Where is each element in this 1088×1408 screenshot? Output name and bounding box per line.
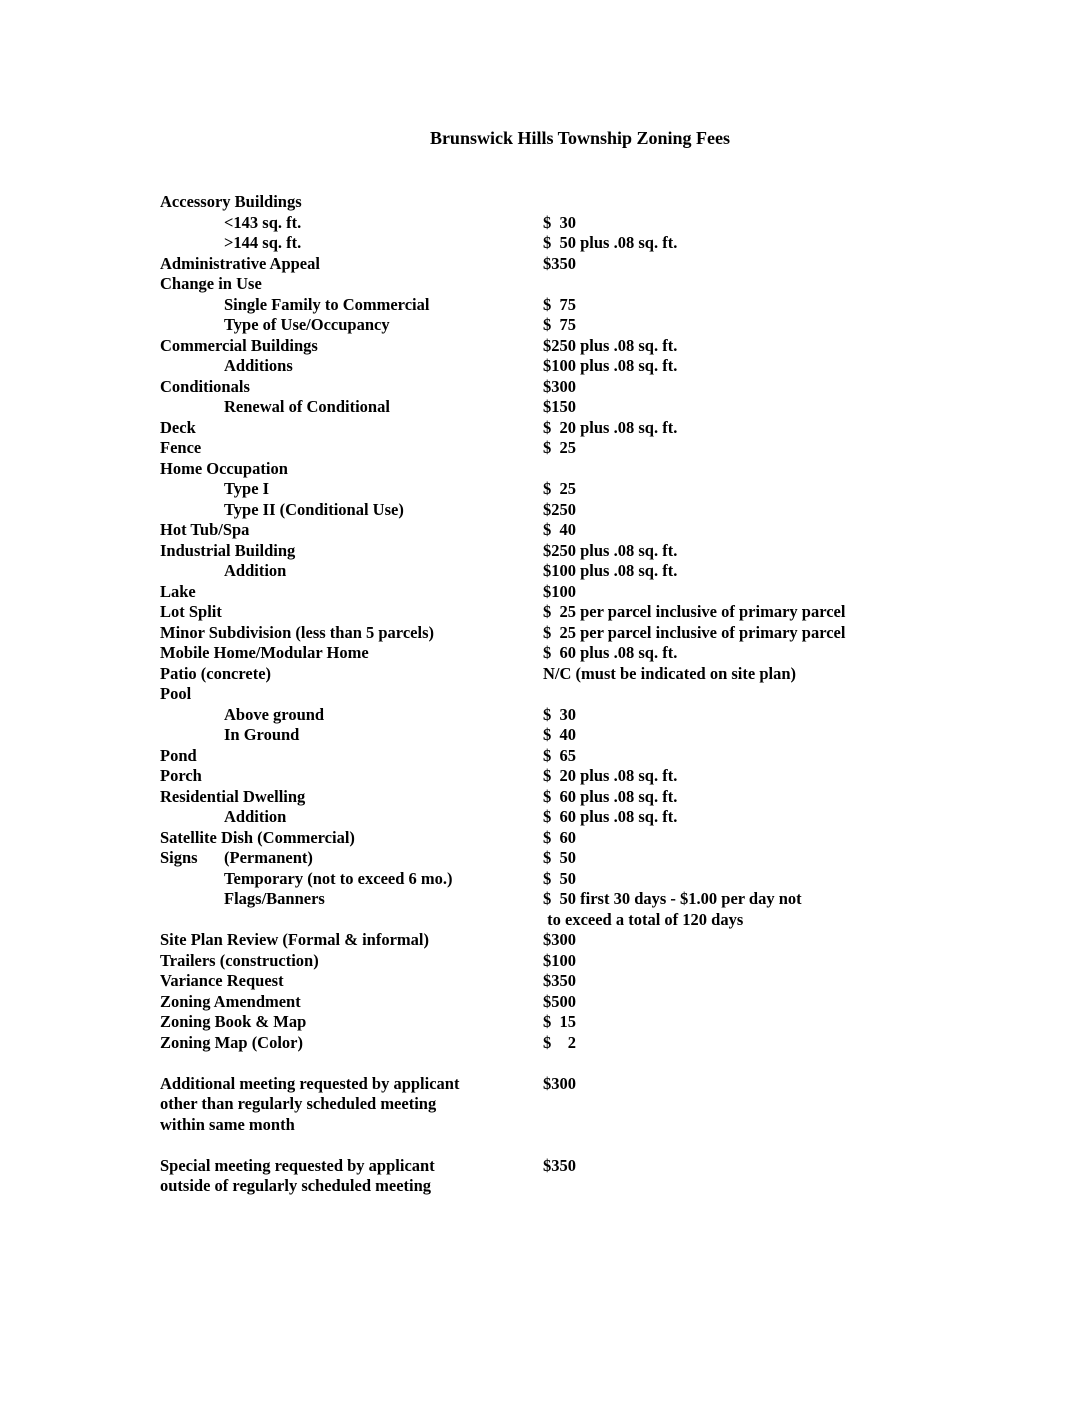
fee-item-label: Addition — [224, 561, 287, 580]
fee-row — [160, 1094, 1060, 1115]
fee-amount: $ 60 plus .08 sq. ft. — [543, 643, 678, 662]
fee-item-label: Type of Use/Occupancy — [224, 315, 390, 334]
fee-item-label: Patio (concrete) — [160, 663, 272, 683]
fee-row — [160, 1012, 1060, 1033]
fee-row — [160, 192, 1060, 213]
fee-item-label: Renewal of Conditional — [224, 397, 390, 416]
fee-row — [160, 684, 1060, 705]
fee-item-label: Additional meeting requested by applicant — [160, 1073, 460, 1093]
fee-item-label: Additions — [224, 356, 293, 375]
fee-amount: $250 — [543, 499, 576, 519]
fee-amount: $250 plus .08 sq. ft. — [543, 540, 678, 560]
fee-row — [160, 930, 1060, 951]
fee-row — [160, 971, 1060, 992]
fee-item-label: Pond — [160, 745, 197, 765]
fee-item-label: In Ground — [224, 725, 300, 744]
fee-row — [160, 315, 1060, 336]
fee-item-label: Zoning Book & Map — [160, 1012, 307, 1031]
fee-row — [160, 541, 1060, 562]
fee-row — [160, 910, 1060, 931]
fee-row — [160, 746, 1060, 767]
fee-row — [160, 951, 1060, 972]
fee-amount: $ 15 — [543, 1012, 576, 1031]
fee-amount: $300 — [543, 376, 576, 396]
fee-item-label: Lake — [160, 581, 196, 601]
fee-row — [160, 274, 1060, 295]
fee-item-label: Deck — [160, 417, 196, 437]
fee-row — [160, 1176, 1060, 1197]
fee-item-label: Flags/Banners — [224, 889, 325, 908]
fee-row — [160, 295, 1060, 316]
fee-item-label: Home Occupation — [160, 458, 288, 478]
fee-amount: $350 — [543, 971, 576, 990]
fee-item-label: Minor Subdivision (less than 5 parcels) — [160, 622, 434, 642]
fee-item-label: >144 sq. ft. — [224, 233, 302, 252]
fee-item-label: Commercial Buildings — [160, 335, 318, 355]
fee-item-label: Special meeting requested by applicant — [160, 1155, 435, 1175]
page-title: Brunswick Hills Township Zoning Fees — [429, 128, 731, 148]
fee-amount: $100 — [543, 581, 576, 601]
fee-amount: $ 50 — [543, 868, 576, 888]
fee-item-label: other than regularly scheduled meeting — [160, 1094, 437, 1113]
fee-row — [160, 438, 1060, 459]
fee-item-label: <143 sq. ft. — [224, 212, 302, 232]
fee-amount: $ 60 plus .08 sq. ft. — [543, 786, 678, 806]
fee-item-label: Addition — [224, 807, 287, 826]
fee-row — [160, 336, 1060, 357]
fee-amount: $350 — [543, 253, 576, 273]
fee-item-label: Pool — [160, 684, 192, 703]
fee-item-label: Site Plan Review (Formal & informal) — [160, 930, 429, 949]
fee-row — [160, 725, 1060, 746]
fee-item-label: Signs — [160, 848, 198, 867]
fee-item-label: Residential Dwelling — [160, 786, 306, 806]
fee-item-label: Lot Split — [160, 602, 222, 621]
fee-row — [160, 418, 1060, 439]
fee-amount: $350 — [543, 1155, 576, 1175]
spacer — [160, 1053, 1060, 1074]
fee-item-label: Conditionals — [160, 376, 250, 396]
fee-amount: $ 30 — [543, 212, 576, 232]
fee-item-label: Hot Tub/Spa — [160, 520, 250, 539]
fee-item-label: Variance Request — [160, 971, 284, 990]
fee-item-label: Fence — [160, 438, 202, 457]
fee-amount: $100 plus .08 sq. ft. — [543, 356, 678, 375]
fee-row — [160, 766, 1060, 787]
fee-amount: $ 25 — [543, 479, 576, 498]
fee-amount: $250 plus .08 sq. ft. — [543, 335, 678, 355]
fee-item-label: Porch — [160, 766, 202, 785]
fee-item-label: Industrial Building — [160, 540, 296, 560]
fee-amount: $500 — [543, 991, 576, 1011]
fee-item-label: Above ground — [224, 704, 325, 724]
fee-item-label: Type I — [224, 479, 270, 498]
fee-row — [160, 459, 1060, 480]
fee-item-label: Zoning Map (Color) — [160, 1032, 304, 1052]
fee-item-label: Trailers (construction) — [160, 950, 319, 970]
fee-amount: $ 2 — [543, 1032, 576, 1052]
fee-item-label: Administrative Appeal — [160, 253, 320, 273]
fee-amount: $100 plus .08 sq. ft. — [543, 561, 678, 580]
fee-row — [160, 582, 1060, 603]
fee-row — [160, 664, 1060, 685]
fee-amount: $ 65 — [543, 745, 576, 765]
fee-row — [160, 1074, 1060, 1095]
fee-amount: $ 25 per parcel inclusive of primary parcel — [543, 622, 846, 642]
fee-item-label: Accessory Buildings — [160, 192, 302, 211]
fee-item-label: Single Family to Commercial — [224, 294, 430, 314]
fee-row — [160, 787, 1060, 808]
fee-amount: $300 — [543, 1073, 576, 1093]
fee-row — [160, 623, 1060, 644]
fee-row — [160, 397, 1060, 418]
fee-amount: $ 30 — [543, 704, 576, 724]
fee-amount: $100 — [543, 950, 576, 970]
fee-row — [160, 233, 1060, 254]
fee-row — [160, 643, 1060, 664]
fee-amount: $ 75 — [543, 315, 576, 334]
fee-amount: $ 50 first 30 days - $1.00 per day not — [543, 889, 802, 908]
fee-item-label: Change in Use — [160, 274, 262, 293]
fee-row — [160, 561, 1060, 582]
fee-amount: $ 50 plus .08 sq. ft. — [543, 233, 678, 252]
fee-row — [160, 254, 1060, 275]
fee-item-label: outside of regularly scheduled meeting — [160, 1176, 432, 1195]
fee-amount: $ 60 — [543, 827, 576, 847]
fee-item-sublabel: (Permanent) — [224, 848, 313, 867]
fee-row — [160, 213, 1060, 234]
fee-row — [160, 705, 1060, 726]
fee-row — [160, 889, 1060, 910]
fee-row — [160, 602, 1060, 623]
fee-item-label: Temporary (not to exceed 6 mo.) — [224, 868, 453, 888]
fee-amount: $ 60 plus .08 sq. ft. — [543, 807, 678, 826]
fee-amount: $ 40 — [543, 725, 576, 744]
fee-amount: $ 25 per parcel inclusive of primary parcel — [543, 602, 846, 621]
fee-row — [160, 992, 1060, 1013]
fee-row — [160, 1033, 1060, 1054]
fee-row — [160, 1115, 1060, 1136]
fee-item-label: Zoning Amendment — [160, 991, 301, 1011]
fee-schedule-table — [160, 192, 1060, 1197]
fee-amount: $ 20 plus .08 sq. ft. — [543, 766, 678, 785]
fee-amount: $ 50 — [543, 848, 576, 867]
fee-row — [160, 807, 1060, 828]
fee-row — [160, 520, 1060, 541]
fee-item-label: within same month — [160, 1114, 295, 1134]
fee-amount: $300 — [543, 930, 576, 949]
fee-item-label: Satellite Dish (Commercial) — [160, 827, 355, 847]
fee-row — [160, 828, 1060, 849]
fee-amount: $ 75 — [543, 294, 576, 314]
fee-amount: N/C (must be indicated on site plan) — [543, 663, 797, 683]
fee-amount: $ 40 — [543, 520, 576, 539]
fee-amount: $150 — [543, 397, 576, 416]
fee-amount: $ 25 — [543, 438, 576, 457]
fee-row — [160, 479, 1060, 500]
fee-row — [160, 848, 1060, 869]
spacer — [160, 1135, 1060, 1156]
fee-row — [160, 500, 1060, 521]
fee-amount: $ 20 plus .08 sq. ft. — [543, 417, 678, 437]
fee-item-label: Type II (Conditional Use) — [224, 499, 404, 519]
fee-amount: to exceed a total of 120 days — [543, 909, 744, 929]
fee-row — [160, 1156, 1060, 1177]
fee-row — [160, 356, 1060, 377]
fee-row — [160, 869, 1060, 890]
fee-item-label: Mobile Home/Modular Home — [160, 643, 369, 662]
fee-row — [160, 377, 1060, 398]
